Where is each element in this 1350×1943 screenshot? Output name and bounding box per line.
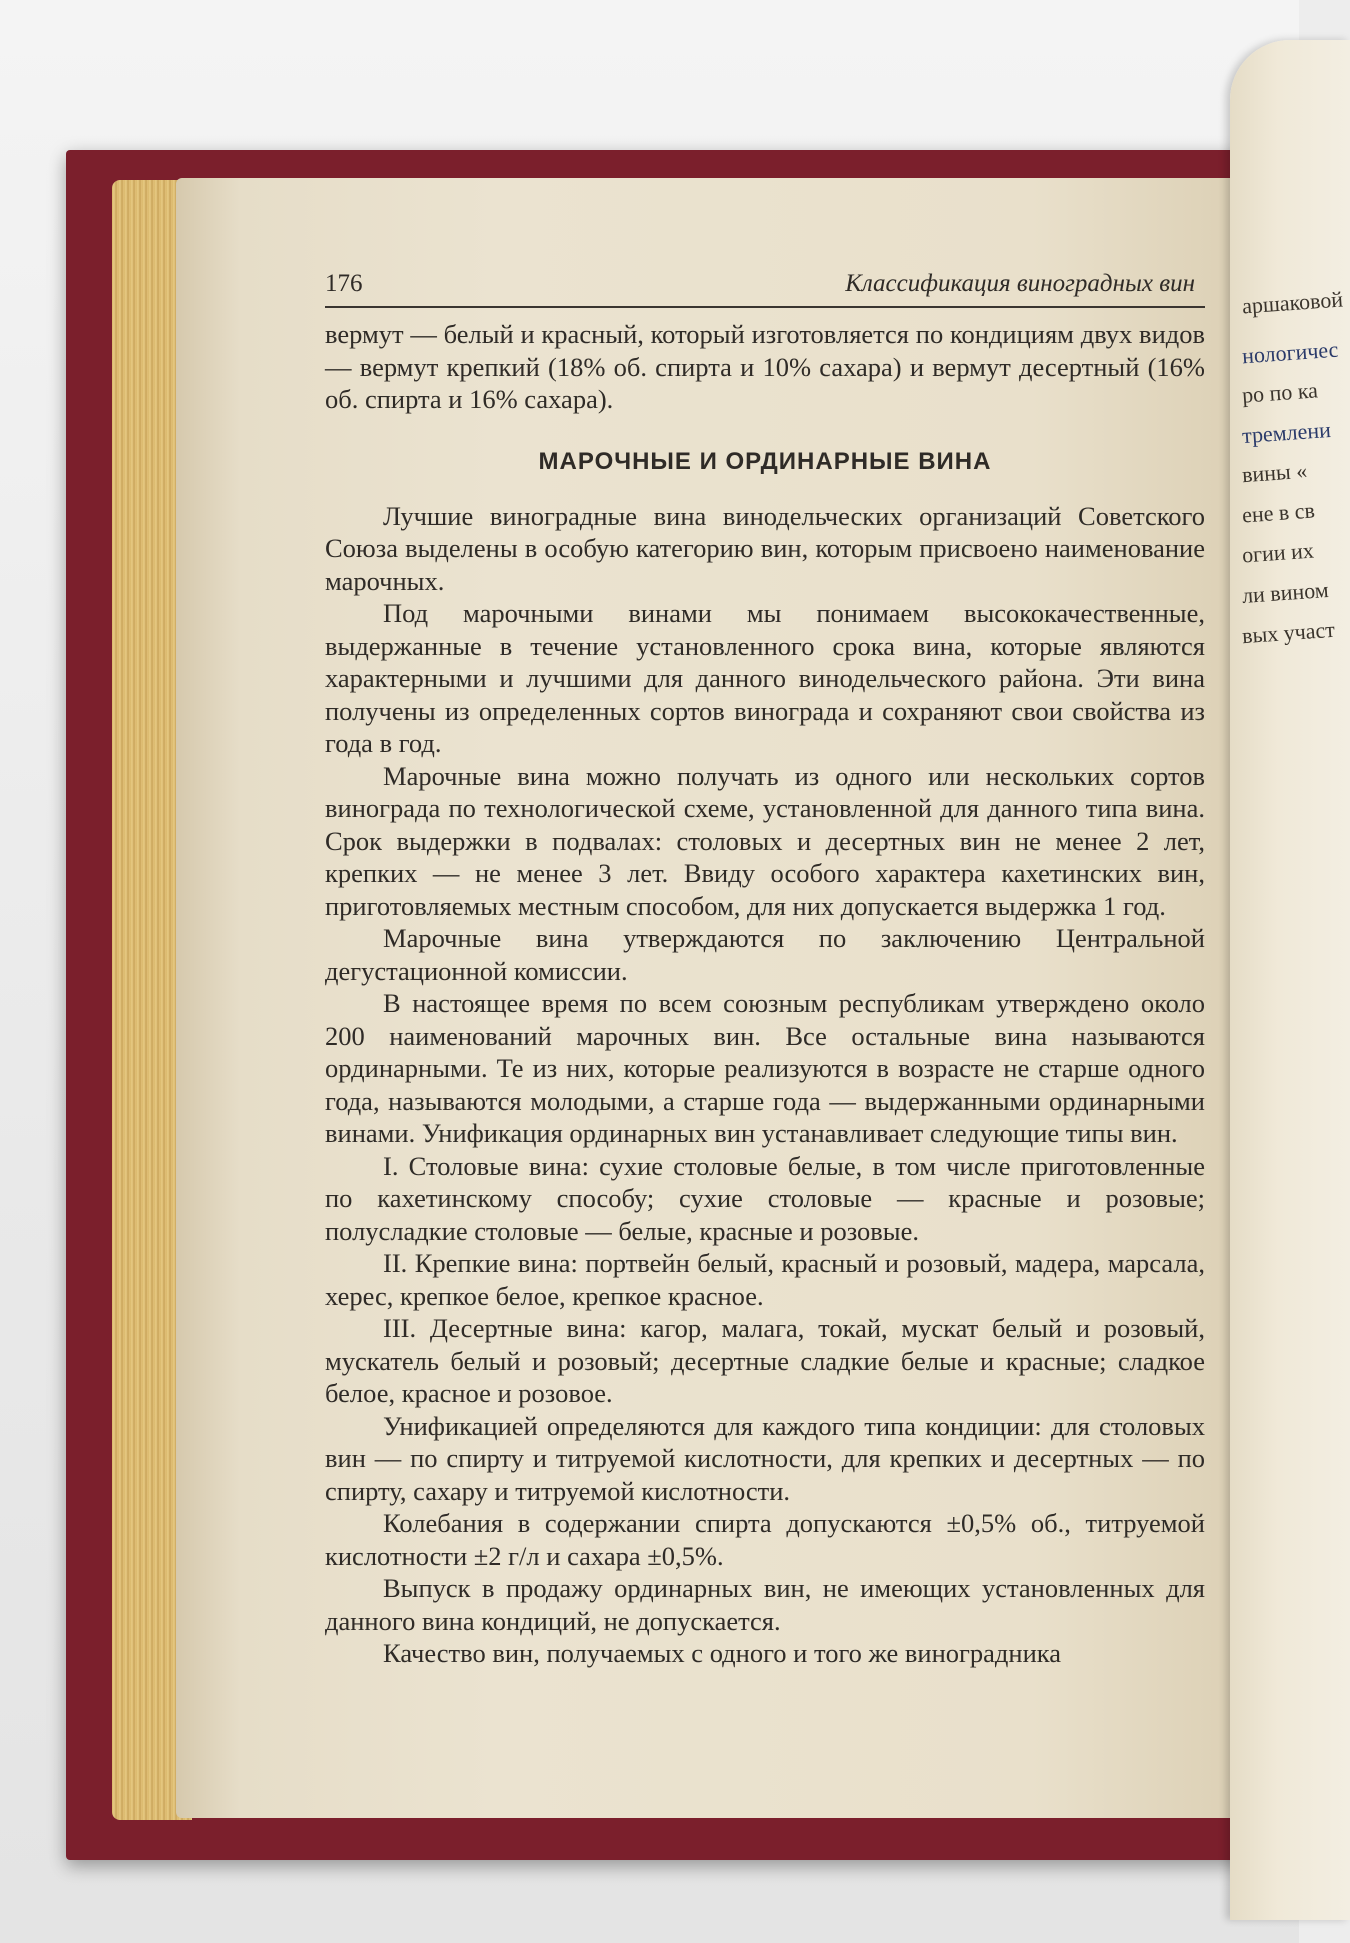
facing-page-fragment: ене в св	[1241, 497, 1316, 528]
facing-page-fragment: вых участ	[1241, 616, 1336, 649]
facing-page-fragment: нологичес	[1241, 336, 1340, 369]
paragraph: Лучшие виноградные вина винодельческих организаций Советского Союза выделены в особую категорию вин, которым присвоено наименование марочных.	[325, 500, 1205, 596]
page-content	[325, 262, 1205, 1670]
running-head	[325, 262, 1205, 308]
paragraph: I. Столовые вина: сухие столовые белые, в том числе приготовленные по кахетинскому способу; сухие столовые — красные и розовые; полусладкие столовые — белые, красные и розовые.	[325, 1150, 1205, 1246]
paragraph: III. Десертные вина: кагор, малага, токай, мускат белый и розовый, мускатель белый и розовый; десертные сладкие белые и красные; сладкое белое, красное и розовое.	[325, 1313, 1205, 1408]
paragraph: В настоящее время по всем союзным республикам утверждено около 200 наименований марочных вин. Все остальные вина называются ординарными. Те из них, которые реализуются в возрасте не старше одного года, называются молодыми, а старше года — выдержанными ординарными винами. Унификация ординарных вин устанавливает следующие типы вин.	[325, 988, 1205, 1148]
facing-page-fragment: тремлени	[1241, 416, 1332, 449]
facing-page-fragment: аршаковой	[1241, 286, 1344, 319]
paragraph: Унификацией определяются для каждого типа кондиции: для столовых вин — по спирту и титруемой кислотности, для крепких и десертных — по спирту, сахару и титруемой кислотности.	[325, 1410, 1205, 1506]
paragraph: Марочные вина утверждаются по заключению Центральной дегустационной комиссии.	[325, 923, 1205, 986]
facing-page	[1230, 40, 1350, 1920]
running-title: Классификация виноградных вин	[845, 270, 1195, 297]
facing-page-fragment: огии их	[1241, 537, 1315, 568]
paragraph: Под марочными винами мы понимаем высококачественные, выдержанные в течение установленного срока вина, которые являются характерными и лучшими для данного винодельческого района. Эти вина получены из определенных сортов винограда и сохраняют свои свойства из года в год.	[325, 598, 1205, 758]
paragraph: II. Крепкие вина: портвейн белый, красный и розовый, мадера, марсала, херес, крепкое белое, крепкое красное.	[325, 1248, 1205, 1311]
facing-page-fragment: ро по ка	[1241, 377, 1319, 408]
paragraph: Выпуск в продажу ординарных вин, не имеющих установленных для данного вина кондиций, не допускается.	[325, 1573, 1205, 1636]
paragraph: Марочные вина можно получать из одного или нескольких сортов винограда по технологической схеме, установленной для данного типа вина. Срок выдержки в подвалах: столовых и десертных вин не менее 2 лет, крепких — не менее 3 лет. Ввиду особого характера кахетинских вин, приготовляемых местным способом, для них допускается выдержка 1 год.	[325, 760, 1205, 921]
paragraph: Качество вин, получаемых с одного и того же виноградника	[383, 1638, 1061, 1668]
paragraph: Колебания в содержании спирта допускаются ±0,5% об., титруемой кислотности ±2 г/л и сахара ±0,5%.	[325, 1508, 1205, 1571]
facing-page-fragment: вины «	[1241, 457, 1308, 488]
section-heading: МАРОЧНЫЕ И ОРДИНАРНЫЕ ВИНА	[538, 447, 992, 475]
page-number: 176	[325, 270, 363, 297]
facing-page-fragment: ли вином	[1241, 577, 1330, 608]
paragraph-intro: вермут — белый и красный, который изготовляется по кондициям двух видов — вермут крепкий (18% об. спирта и 10% сахара) и вермут десертный (16% об. спирта и 16% сахара).	[325, 319, 1205, 414]
